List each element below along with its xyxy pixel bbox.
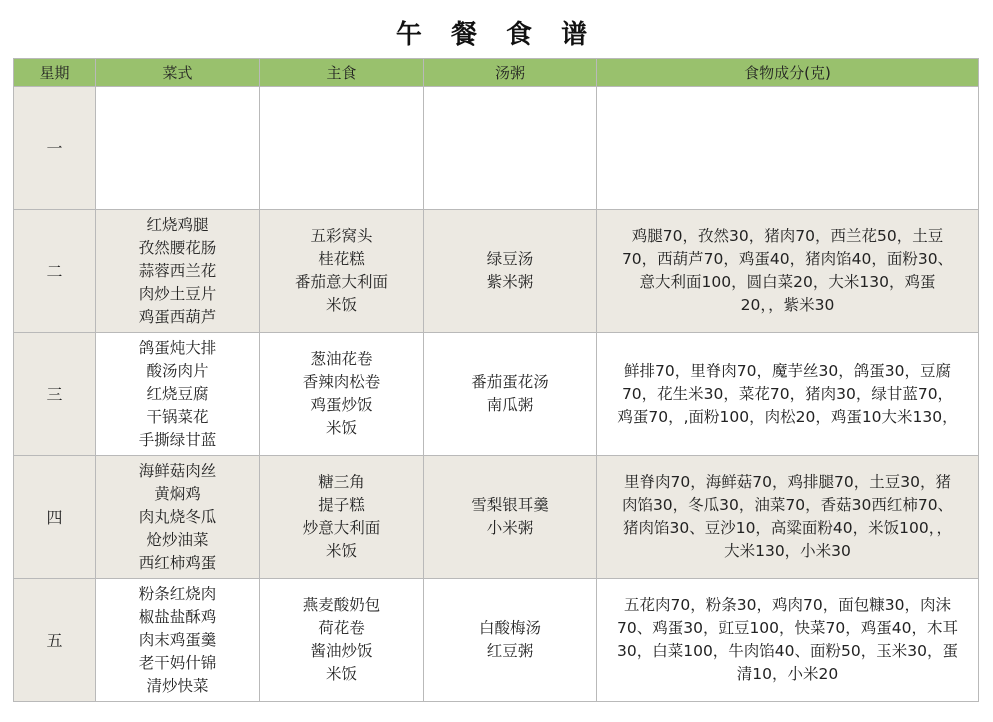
ingredients-text: 鸡腿70，孜然30，猪肉70，西兰花50，土豆 70，西葫芦70，鸡蛋40，猪肉馅40，面粉30、 意大利面100，圆白菜20，大米130，鸡蛋 20，，紫米30 [621,227,954,314]
soup-item: 白酸梅汤 [478,619,541,637]
staple-item: 番茄意大利面 [294,273,388,291]
soups-cell [424,456,597,579]
page-title: 午 餐 食 谱 [395,20,598,50]
staples-cell [260,87,424,210]
staple-item: 酱油炒饭 [310,642,373,660]
staple-item: 葱油花卷 [310,350,373,368]
ingredients-text: 里脊肉70，海鲜菇70，鸡排腿70，土豆30，猪 肉馅30，冬瓜30，油菜70，香菇30西红柿70、 猪肉馅30、豆沙10，高粱面粉40，米饭100，， 大米130，小米30 [621,473,954,560]
weekday-cell: 二 [14,210,96,333]
staple-item: 炒意大利面 [302,519,381,537]
soups-cell [424,210,597,333]
soup-item: 番茄蛋花汤 [471,373,549,391]
table-row [14,87,979,210]
dish-item: 黄焖鸡 [154,484,201,503]
weekday-cell: 三 [14,333,96,456]
staple-item: 米饭 [325,542,357,560]
dish-item: 肉炒土豆片 [138,284,217,303]
dish-item: 椒盐盐酥鸡 [138,607,217,626]
dish-item: 炝炒油菜 [146,530,209,549]
soups-cell [424,579,597,702]
soup-item: 雪梨银耳羹 [471,496,549,514]
weekday-cell: 五 [14,579,96,702]
ingredients-cell [597,579,979,702]
staple-item: 鸡蛋炒饭 [310,396,373,414]
staple-item: 米饭 [325,419,357,437]
soup-item: 紫米粥 [486,273,534,291]
staples-cell [260,333,424,456]
dishes-cell [96,333,260,456]
soup-item: 红豆粥 [486,642,534,660]
staples-cell [260,456,424,579]
staples-cell [260,579,424,702]
table-row [14,210,979,333]
staple-item: 五彩窝头 [310,227,373,245]
dish-item: 干锅菜花 [146,407,209,426]
header-row [14,59,979,87]
dish-item: 肉丸烧冬瓜 [138,507,217,526]
staple-item: 糖三角 [318,473,365,491]
header-dishes: 菜式 [96,59,260,87]
weekday-cell: 一 [14,87,96,210]
dish-item: 酸汤肉片 [146,361,209,380]
staple-item: 香辣肉松卷 [302,373,381,391]
staple-item: 燕麦酸奶包 [302,596,381,614]
staple-item: 米饭 [325,665,357,683]
lunch-menu-table [13,58,979,702]
ingredients-cell [597,210,979,333]
header-soups: 汤粥 [424,59,597,87]
dishes-cell [96,456,260,579]
ingredients-text: 五花肉70，粉条30，鸡肉70，面包糠30，肉沫 70、鸡蛋30，豇豆100，快菜70，鸡蛋40，木耳 30，白菜100，牛肉馅40、面粉50，玉米30，蛋 清10，小米20 [617,596,958,683]
header-weekday: 星期 [14,59,96,87]
dish-item: 肉末鸡蛋羹 [138,630,217,649]
dish-item: 红烧鸡腿 [146,215,209,234]
soup-item: 南瓜粥 [486,396,534,414]
staple-item: 米饭 [325,296,357,314]
dish-item: 老干妈什锦 [138,653,217,672]
ingredients-cell [597,87,979,210]
staples-cell [260,210,424,333]
soups-cell [424,87,597,210]
dishes-cell [96,210,260,333]
soup-item: 小米粥 [486,519,534,537]
staple-item: 提子糕 [318,496,365,514]
table-row [14,579,979,702]
staple-item: 荷花卷 [318,619,365,637]
dish-item: 西红柿鸡蛋 [138,553,217,572]
ingredients-cell [597,456,979,579]
dish-item: 粉条红烧肉 [138,584,217,603]
dish-item: 蒜蓉西兰花 [138,261,217,280]
dish-item: 清炒快菜 [146,676,209,695]
soups-cell [424,333,597,456]
ingredients-text: 鲜排70，里脊肉70，魔芋丝30，鸽蛋30，豆腐 70，花生米30，菜花70，猪肉30，绿甘蓝70， 鸡蛋70，,面粉100，肉松20，鸡蛋10大米130， [617,361,958,426]
staple-item: 桂花糕 [318,250,365,268]
ingredients-cell [597,333,979,456]
header-staples: 主食 [260,59,424,87]
table-row [14,333,979,456]
dishes-cell [96,579,260,702]
soup-item: 绿豆汤 [486,250,534,268]
dish-item: 红烧豆腐 [146,384,209,403]
dish-item: 孜然腰花肠 [138,238,217,257]
weekday-cell: 四 [14,456,96,579]
table-row [14,456,979,579]
dish-item: 手撕绿甘蓝 [138,430,217,449]
dish-item: 鸽蛋炖大排 [138,338,217,357]
header-ingredients: 食物成分(克) [597,59,979,87]
dish-item: 鸡蛋西葫芦 [138,307,217,326]
dishes-cell [96,87,260,210]
dish-item: 海鲜菇肉丝 [138,461,217,480]
